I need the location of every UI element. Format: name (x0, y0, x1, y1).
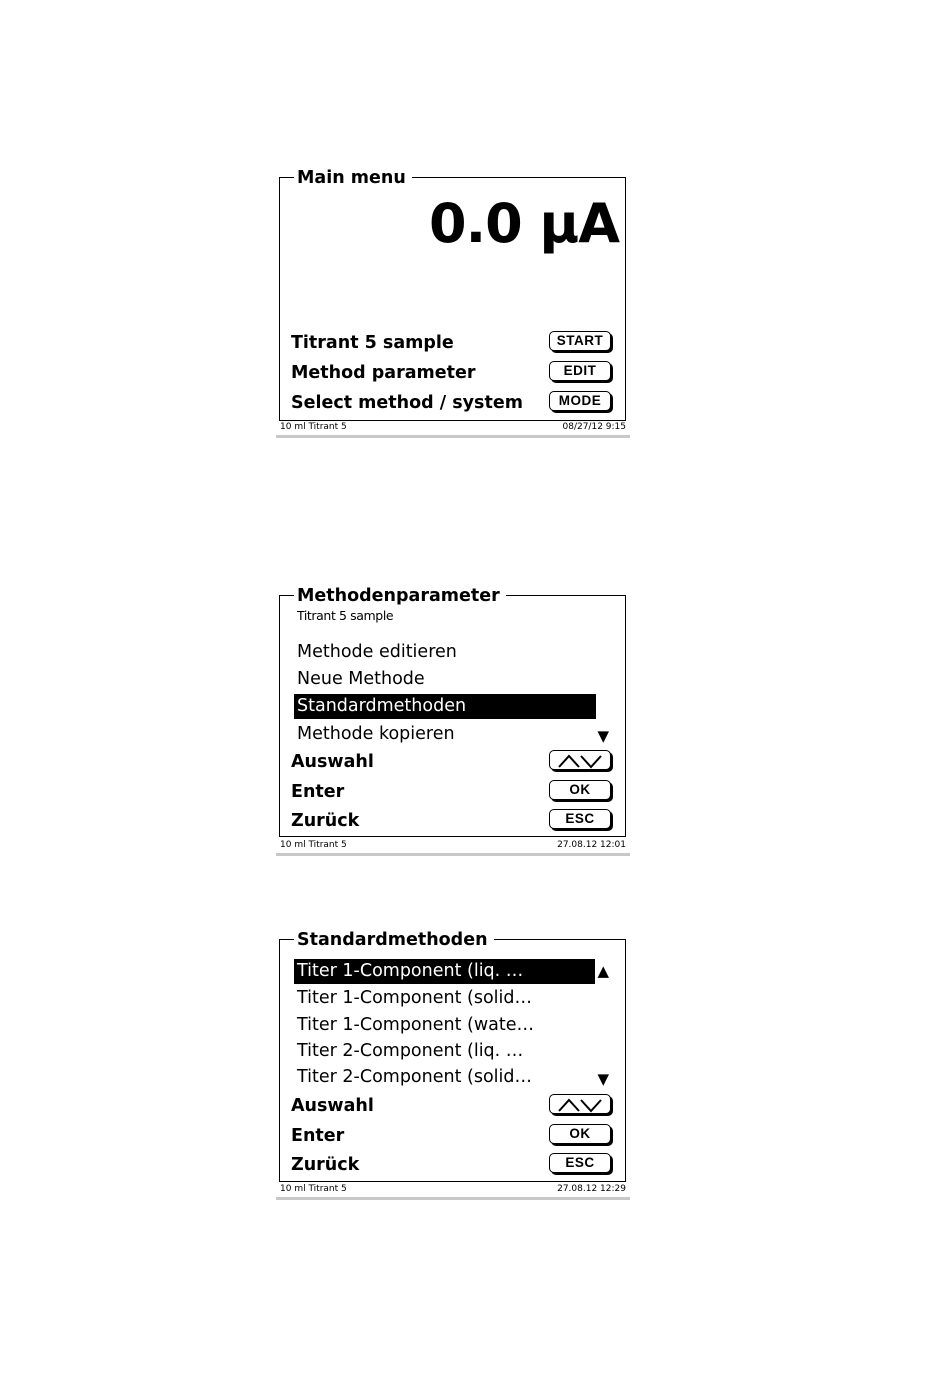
action-row-select[interactable] (280, 1093, 625, 1121)
ok-button[interactable]: OK (549, 780, 611, 800)
status-bar (276, 839, 630, 856)
action-row-mode[interactable] (280, 390, 625, 418)
up-down-arrows-icon (557, 1097, 603, 1113)
up-down-arrows-button[interactable] (549, 1094, 611, 1114)
list-item-titer-1-water[interactable]: Titer 1-Component (wate… (297, 1015, 535, 1035)
action-row-back[interactable] (280, 1152, 625, 1180)
action-row-back[interactable] (280, 808, 625, 836)
menu-item-neue-methode[interactable]: Neue Methode (297, 669, 425, 689)
list-item-titer-2-solid[interactable]: Titer 2-Component (solid… (297, 1067, 532, 1087)
measurement-reading: 0.0 µA (429, 192, 619, 255)
status-device: 10 ml Titrant 5 (280, 1184, 347, 1194)
screen-title: Main menu (294, 167, 412, 189)
status-device: 10 ml Titrant 5 (280, 422, 347, 432)
menu-item-methode-kopieren[interactable]: Methode kopieren (297, 724, 455, 744)
action-label: Enter (291, 782, 345, 802)
ok-button[interactable]: OK (549, 1124, 611, 1144)
action-label: Method parameter (291, 363, 476, 383)
action-row-enter[interactable] (280, 1123, 625, 1151)
scroll-up-icon: ▲ (597, 962, 609, 980)
status-device: 10 ml Titrant 5 (280, 840, 347, 850)
action-row-enter[interactable] (280, 779, 625, 807)
action-label: Titrant 5 sample (291, 333, 454, 353)
action-row-select[interactable] (280, 749, 625, 777)
action-label: Auswahl (291, 1096, 374, 1116)
list-item-titer-1-solid[interactable]: Titer 1-Component (solid… (297, 988, 532, 1008)
action-label: Select method / system (291, 393, 523, 413)
edit-button[interactable]: EDIT (549, 361, 611, 381)
list-item-titer-2-liq[interactable]: Titer 2-Component (liq. … (297, 1041, 524, 1061)
status-datetime: 27.08.12 12:01 (557, 840, 626, 850)
action-label: Zurück (291, 1155, 360, 1175)
esc-button[interactable]: ESC (549, 1153, 611, 1173)
up-down-arrows-icon (557, 753, 603, 769)
screen-subtitle: Titrant 5 sample (297, 608, 394, 623)
action-row-edit[interactable] (280, 360, 625, 388)
scroll-down-icon: ▼ (597, 1070, 609, 1088)
status-bar (276, 421, 630, 438)
status-bar (276, 1183, 630, 1200)
action-row-start[interactable] (280, 330, 625, 358)
menu-item-standardmethoden[interactable]: Standardmethoden (294, 694, 596, 719)
action-label: Zurück (291, 811, 360, 831)
action-label: Auswahl (291, 752, 374, 772)
start-button[interactable]: START (549, 331, 611, 351)
status-datetime: 08/27/12 9:15 (562, 422, 626, 432)
scroll-down-icon: ▼ (597, 727, 609, 745)
mode-button[interactable]: MODE (549, 391, 611, 411)
action-label: Enter (291, 1126, 345, 1146)
status-datetime: 27.08.12 12:29 (557, 1184, 626, 1194)
main-menu-frame (279, 168, 626, 421)
up-down-arrows-button[interactable] (549, 750, 611, 770)
standard-methods-frame (279, 930, 626, 1182)
method-parameter-frame (279, 586, 626, 837)
screen-title: Methodenparameter (294, 585, 506, 607)
list-item-titer-1-liq[interactable]: Titer 1-Component (liq. … (294, 959, 595, 984)
esc-button[interactable]: ESC (549, 809, 611, 829)
menu-item-methode-editieren[interactable]: Methode editieren (297, 642, 457, 662)
screen-title: Standardmethoden (294, 929, 494, 951)
